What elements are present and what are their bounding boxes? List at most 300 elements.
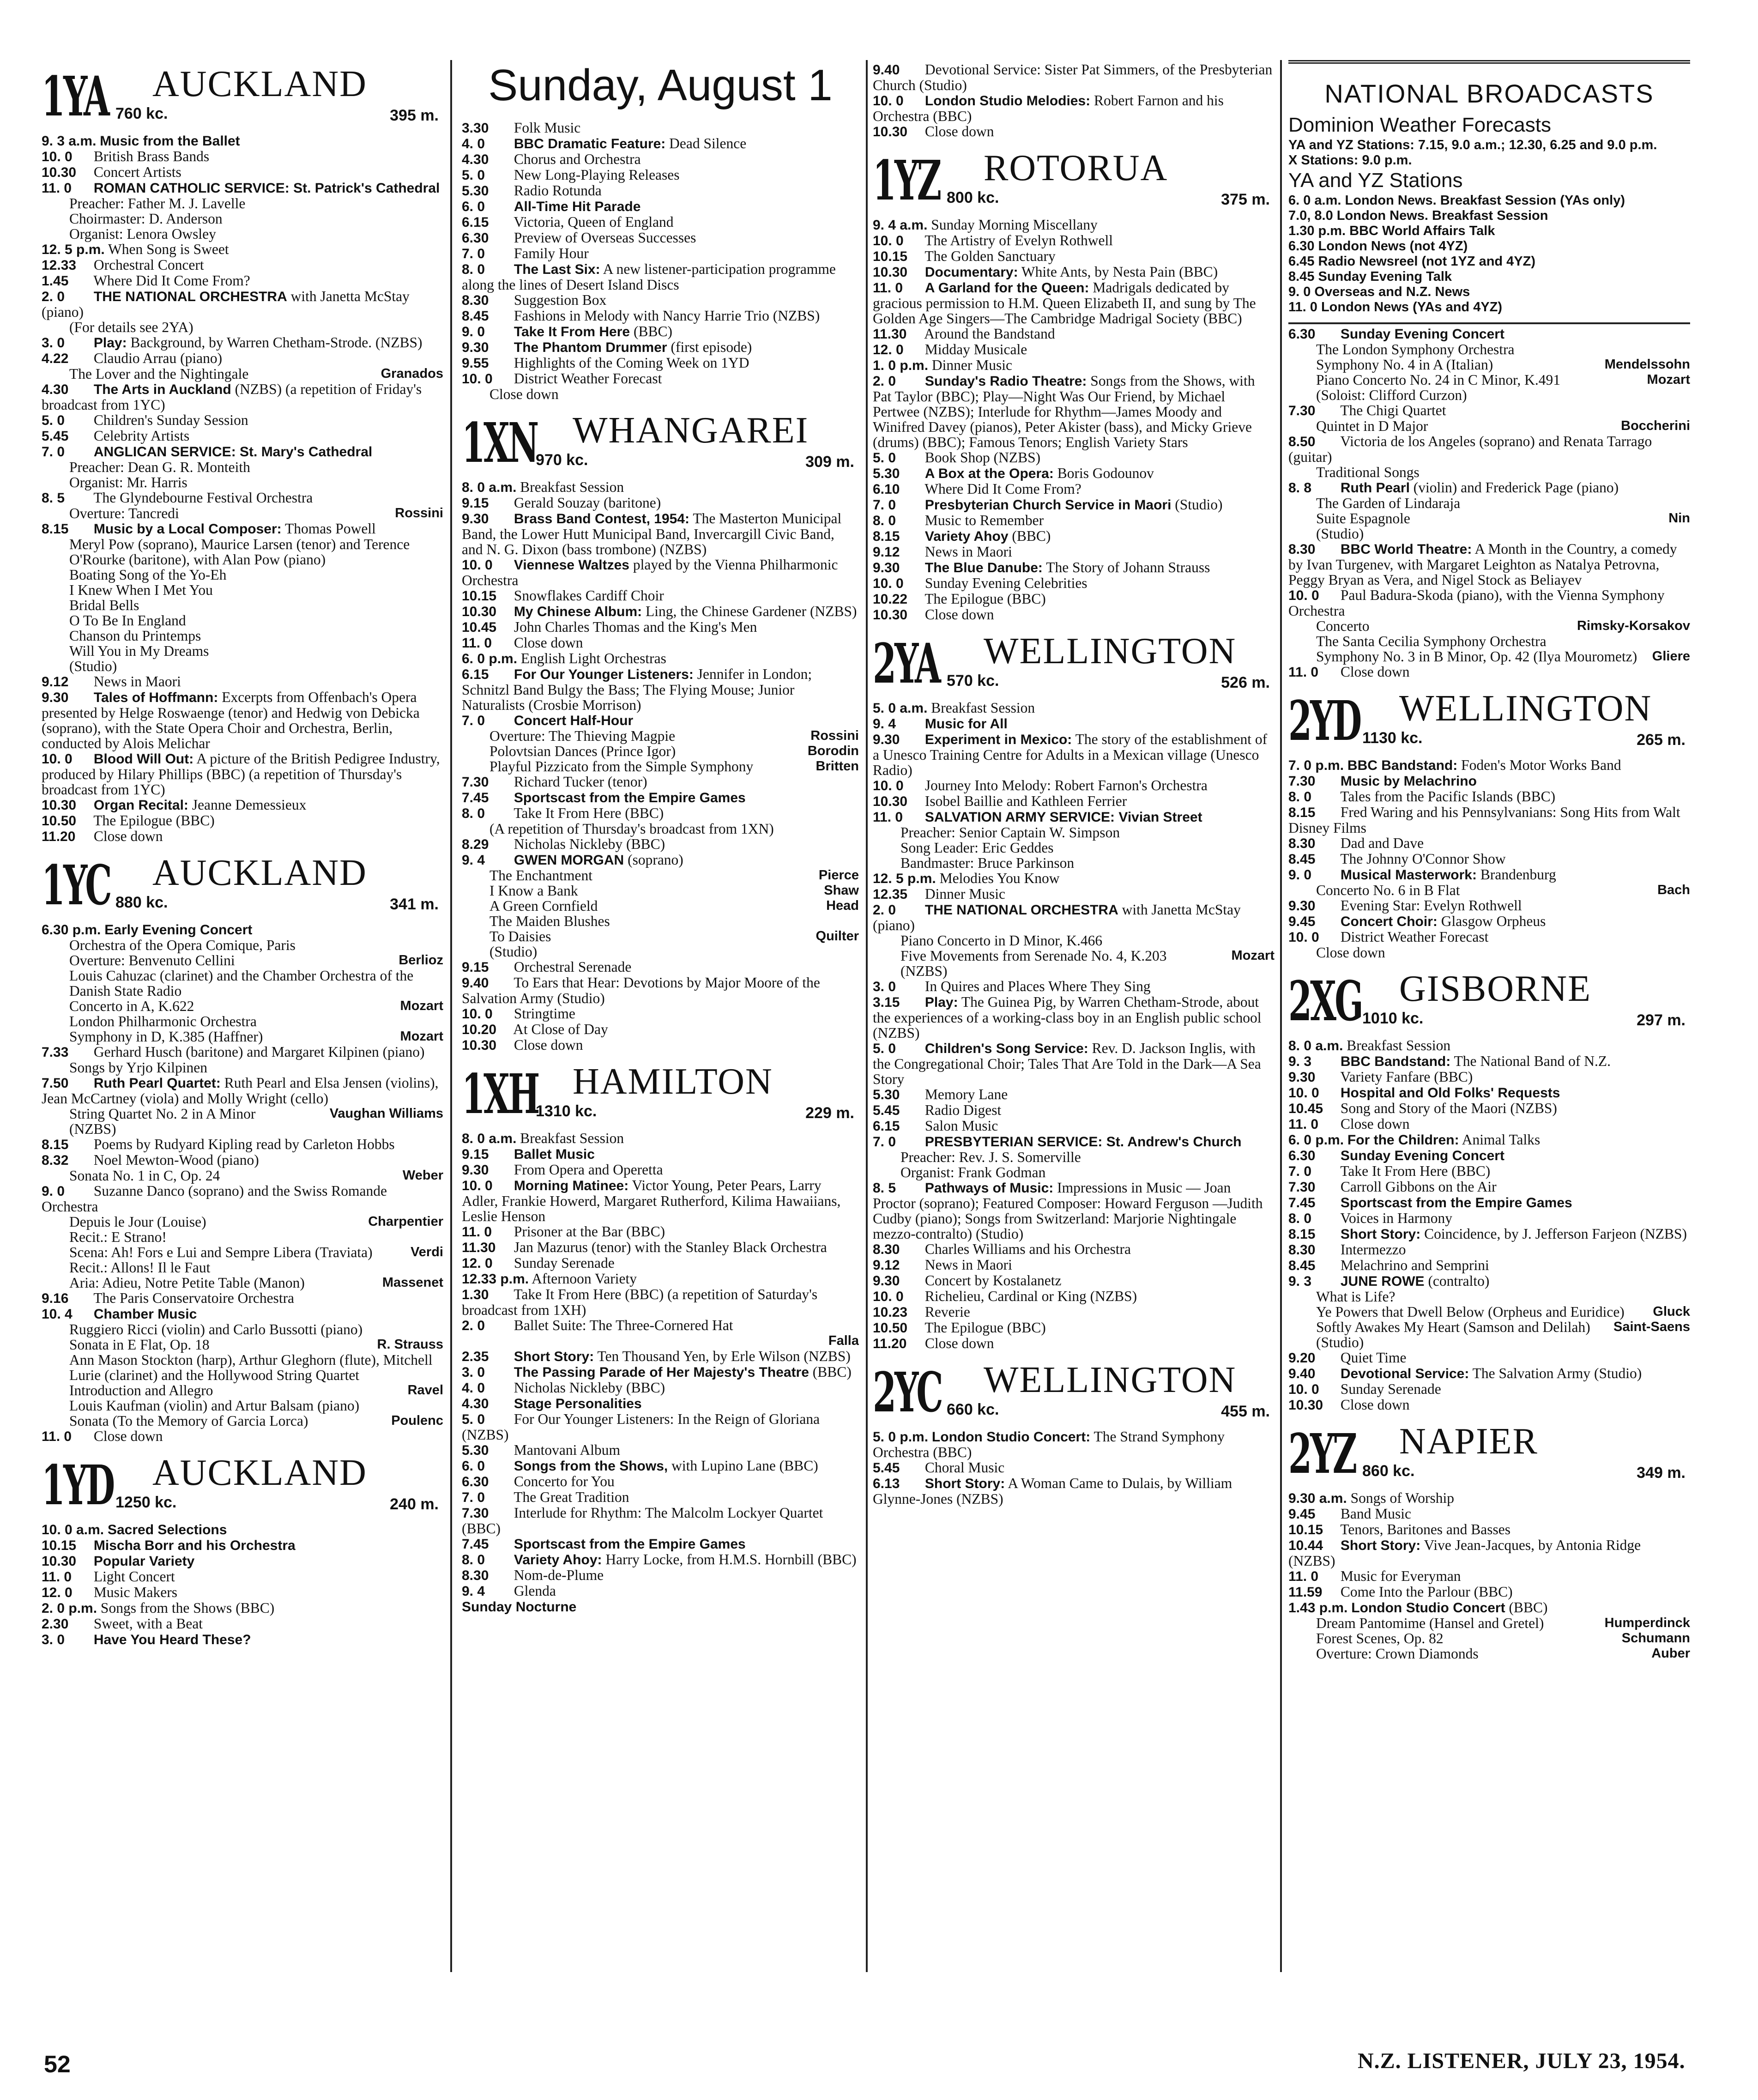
- programme-time: 10.20: [462, 1022, 497, 1037]
- programme-title: For the Children:: [1347, 1132, 1459, 1148]
- programme-time: 8.30: [873, 1242, 900, 1257]
- station-block: [1288, 967, 1690, 1413]
- programme-text: Gerald Souzay (baritone): [514, 495, 661, 511]
- composer-name: Schumann: [1621, 1631, 1690, 1646]
- programme-time: 11.30: [873, 327, 907, 342]
- programme-item: [42, 1600, 443, 1616]
- programme-detail: [462, 868, 859, 883]
- programme-time: 8.15: [1288, 1227, 1316, 1242]
- composer-name: Nin: [1668, 511, 1690, 526]
- station-frequency: 760 kc.: [115, 105, 168, 122]
- programme-time: 5. 0 a.m.: [873, 701, 928, 716]
- programme-text: Glasgow Orpheus: [1441, 913, 1546, 929]
- programme-time: 9. 0: [1288, 867, 1312, 883]
- programme-item: [462, 1224, 859, 1240]
- programme-item: [873, 1241, 1275, 1257]
- programme-item: [462, 1552, 859, 1567]
- detail-text: Boating Song of the Yo-Eh: [69, 567, 227, 583]
- detail-text: Five Movements from Serenade No. 4, K.203: [900, 948, 1167, 964]
- programme-detail: [873, 840, 1275, 855]
- programme-text: Victoria, Queen of England: [514, 214, 674, 230]
- programme-item: [462, 1022, 859, 1037]
- programme-time: 7.30: [462, 775, 489, 790]
- programme-detail: [42, 659, 443, 674]
- national-schedule-line: 6.45 Radio Newsreel (not 1YZ and 4YZ): [1288, 254, 1536, 269]
- detail-text: Forest Scenes, Op. 82: [1316, 1630, 1444, 1646]
- programme-text: To Ears that Hear: Devotions by Major Moore of the Salvation Army (Studio): [462, 974, 820, 1006]
- composer-name: Berlioz: [399, 953, 443, 968]
- station-city: WELLINGTON: [984, 1360, 1237, 1400]
- programme-item: [873, 1320, 1275, 1336]
- programme-time: 4.30: [462, 152, 489, 167]
- programme-text: Jennifer in London; Schnitzl Band Bulgy the Bass; The Flying Mouse; Junior Naturalists (Crosbie Morrison): [462, 666, 812, 713]
- programme-text: Close down: [1340, 1116, 1410, 1132]
- programme-time: 8.30: [1288, 542, 1316, 557]
- programme-item: [42, 1044, 443, 1060]
- programme-time: 7.33: [42, 1045, 69, 1060]
- programme-text: Quiet Time: [1340, 1350, 1407, 1366]
- programme-text: Nom-de-Plume: [514, 1567, 604, 1583]
- composer-name: Rimsky-Korsakov: [1577, 618, 1690, 633]
- programme-time: 8.30: [462, 1568, 489, 1583]
- programme-item: [873, 560, 1275, 575]
- station-city: AUCKLAND: [152, 853, 367, 893]
- programme-text: Animal Talks: [1462, 1132, 1541, 1148]
- programme-time: 8.15: [42, 1137, 69, 1152]
- programme-title: JUNE ROWE: [1340, 1274, 1425, 1289]
- programme-item: [462, 371, 859, 387]
- programme-item: [462, 1583, 859, 1599]
- programme-time: 10.50: [42, 813, 77, 829]
- programme-text: Music Makers: [93, 1584, 177, 1600]
- detail-text: Preacher: Rev. J. S. Somerville: [900, 1149, 1081, 1165]
- programme-detail: [42, 211, 443, 226]
- programme-item: [42, 813, 443, 829]
- programme-time: 9. 4: [462, 1584, 485, 1599]
- composer-name: Gluck: [1653, 1304, 1690, 1319]
- programme-time: 9.16: [42, 1291, 69, 1306]
- programme-title: Experiment in Mexico:: [924, 732, 1072, 747]
- programme-detail: [42, 320, 443, 335]
- programme-time: 7. 0: [1288, 1164, 1312, 1179]
- detail-text: Piano Concerto in D Minor, K.466: [900, 932, 1103, 949]
- column-rule: [450, 60, 452, 1972]
- programme-time: 10.30: [462, 1038, 497, 1053]
- programme-item: [42, 1553, 443, 1569]
- station-callsign: 2YD: [1288, 689, 1360, 753]
- programme-title: Songs from the Shows,: [514, 1459, 668, 1474]
- station-header: [42, 851, 443, 920]
- programme-item: [42, 1632, 443, 1647]
- programme-text: For Our Younger Listeners: In the Reign of Gloriana (NZBS): [462, 1411, 820, 1443]
- programme-text: Snowflakes Cardiff Choir: [514, 587, 664, 604]
- programme-time: 8.15: [873, 529, 900, 544]
- programme-time: 12.33: [42, 258, 77, 273]
- programme-detail: [42, 1275, 443, 1290]
- programme-text: The Great Tradition: [514, 1489, 629, 1505]
- programme-time: 5.45: [42, 429, 69, 444]
- programme-item: [42, 428, 443, 444]
- programme-time: 5. 0: [462, 1412, 485, 1427]
- programme-item: [1288, 1116, 1690, 1132]
- programme-time: 10. 0: [462, 557, 493, 573]
- programme-time: 10. 0: [462, 1178, 493, 1193]
- programme-item: [1288, 835, 1690, 851]
- programme-text: A Month in the Country, a comedy by Ivan Turgenev, with Margaret Leighton as Natalya Petrovna, Peggy Bryan as Vera, and Nigel Stock as Beliayev: [1288, 541, 1677, 588]
- programme-item: [42, 289, 443, 320]
- detail-text: A Green Cornfield: [489, 898, 598, 914]
- programme-time: 9.15: [462, 1147, 489, 1162]
- programme-text: Devotional Service: Sister Pat Simmers, of the Presbyterian Church (Studio): [873, 61, 1273, 93]
- programme-time: 10. 0: [1288, 1085, 1319, 1101]
- programme-text: The Golden Sanctuary: [924, 248, 1056, 264]
- station-city: AUCKLAND: [152, 1452, 367, 1493]
- programme-text: Dead Silence: [669, 135, 747, 151]
- programme-item: [873, 1460, 1275, 1476]
- programme-title: London Studio Melodies:: [924, 93, 1091, 109]
- programme-text: with Janetta McStay (piano): [42, 288, 410, 320]
- programme-time: 5. 0: [873, 450, 896, 466]
- programme-time: 1.45: [42, 273, 69, 289]
- programme-time: 12.35: [873, 887, 908, 902]
- programme-time: 5.45: [873, 1460, 900, 1476]
- programme-detail: [42, 1398, 443, 1413]
- programme-text: with Lupino Lane (BBC): [671, 1458, 818, 1474]
- programme-text: Close down: [93, 1428, 163, 1444]
- programme-time: 10. 0: [462, 371, 493, 387]
- programme-detail: [42, 1337, 443, 1352]
- programme-text: Radio Digest: [924, 1102, 1002, 1118]
- programme-time: 10.15: [1288, 1522, 1323, 1537]
- programme-item: [873, 280, 1275, 326]
- programme-time: 11. 0: [42, 1429, 72, 1444]
- programme-time: 11. 0: [462, 635, 492, 651]
- programme-title: Variety Ahoy: [924, 529, 1009, 544]
- station-header: [873, 146, 1275, 215]
- programme-detail: [42, 475, 443, 490]
- programme-title: Concert Half-Hour: [514, 713, 634, 728]
- programme-item: [873, 871, 1275, 886]
- programme-item: [462, 1380, 859, 1396]
- composer-name: Massenet: [382, 1275, 443, 1290]
- programme-time: 8.29: [462, 837, 489, 852]
- programme-item: [1288, 1101, 1690, 1116]
- programme-item: [462, 790, 859, 805]
- programme-item: [1288, 1163, 1690, 1179]
- programme-text: Reverie: [924, 1304, 970, 1320]
- programme-text: Ten Thousand Yen, by Erle Wilson (NZBS): [597, 1348, 851, 1364]
- programme-time: 11. 0: [1288, 665, 1319, 680]
- programme-time: 3. 0: [42, 1632, 65, 1647]
- programme-item: [462, 479, 859, 495]
- programme-detail: [42, 1245, 443, 1260]
- programme-text: Close down: [924, 1335, 994, 1351]
- programme-text: Coincidence, by J. Jefferson Farjeon (NZBS): [1424, 1226, 1687, 1242]
- programme-text: British Brass Bands: [93, 148, 210, 164]
- programme-item: [462, 1255, 859, 1271]
- programme-text: Dinner Music: [924, 886, 1005, 902]
- programme-item: [873, 217, 1275, 233]
- station-wavelength: 229 m.: [805, 1104, 854, 1122]
- programme-text: Concert Artists: [93, 164, 181, 180]
- programme-text: From Opera and Operetta: [514, 1162, 663, 1178]
- programme-title: Sunday's Radio Theatre:: [924, 374, 1087, 389]
- programme-item: [462, 261, 859, 292]
- programme-item: [42, 1152, 443, 1168]
- programme-detail: [873, 855, 1275, 871]
- programme-time: 8. 0: [873, 513, 896, 528]
- programme-text: (Studio): [1175, 496, 1223, 513]
- composer-name: Rossini: [810, 728, 859, 743]
- programme-item: [462, 1458, 859, 1474]
- programme-time: 9.30: [873, 732, 900, 747]
- programme-text: Songs from the Shows, with Pat Taylor (BBC); Play—Night Was Our Friend, by Michael Pertwee (NZBS); Interlude for Rhythm—James Moody and Winifred Davey (pianos), Peter Akister (bass), and Micky Grieve (drums) (BBC); Famous Tenors; English Variety Stars: [873, 373, 1255, 450]
- programme-text: Dad and Dave: [1340, 835, 1424, 851]
- programme-text: When Song is Sweet: [108, 241, 229, 257]
- programme-item: [1288, 1490, 1690, 1506]
- programme-time: 5. 0: [462, 168, 485, 183]
- programme-text: Breakfast Session: [1347, 1037, 1451, 1053]
- programme-title: Have You Heard These?: [93, 1632, 251, 1647]
- programme-text: Take It From Here (BBC): [514, 805, 664, 821]
- programme-title: Morning Matinee:: [514, 1178, 629, 1193]
- programme-text: Impressions in Music — Joan Proctor (soprano); Featured Composer: Howard Ferguson —Judith Cudby (piano); Songs from Switzerland: Marjorie Nightingale mezzo-contralto) (Studio): [873, 1180, 1263, 1242]
- programme-item: [873, 1476, 1275, 1507]
- station-frequency: 1130 kc.: [1362, 729, 1423, 747]
- programme-time: 9. 0: [462, 324, 485, 339]
- page-number: 52: [44, 2051, 71, 2078]
- programme-time: 9.30 a.m.: [1288, 1491, 1347, 1506]
- programme-time: 12. 0: [462, 1256, 493, 1271]
- programme-item: [873, 1102, 1275, 1118]
- programme-detail: [873, 1150, 1275, 1165]
- detail-text: Introduction and Allegro: [69, 1382, 213, 1398]
- programme-text: White Ants, by Nesta Pain (BBC): [1021, 264, 1218, 280]
- programme-item: [462, 852, 859, 868]
- programme-time: 8. 5: [873, 1180, 896, 1196]
- programme-text: The Epilogue (BBC): [924, 591, 1046, 607]
- programme-item: [1288, 1366, 1690, 1381]
- detail-text: (Studio): [489, 944, 538, 960]
- programme-detail: [42, 1214, 443, 1229]
- programme-text: Excerpts from Offenbach's Opera presented by Helge Roswaenge (tenor) and Hedwig von Debicka (soprano), with the State Opera Choir and Orchestra, Berlin, conducted by Alois Melichar: [42, 689, 420, 751]
- station-callsign: 1YC: [42, 853, 110, 917]
- programme-item: [1288, 1568, 1690, 1584]
- national-schedule-line: 8.45 Sunday Evening Talk: [1288, 269, 1452, 284]
- programme-time: 7.45: [462, 790, 489, 805]
- programme-item: [1288, 1397, 1690, 1413]
- composer-name: Mozart: [400, 1029, 443, 1044]
- programme-time: 10.30: [873, 124, 908, 139]
- programme-item: [1288, 1600, 1690, 1616]
- programme-text: Memory Lane: [924, 1086, 1008, 1102]
- programme-title: THE NATIONAL ORCHESTRA: [924, 902, 1118, 918]
- detail-text: Overture: Benvenuto Cellini: [69, 952, 235, 968]
- programme-detail: [42, 196, 443, 211]
- programme-item: [873, 716, 1275, 732]
- detail-text: The Garden of Lindaraja: [1316, 495, 1461, 511]
- programme-text: A new listener-participation programme along the lines of Desert Island Discs: [462, 261, 836, 293]
- programme-text: Songs of Worship: [1350, 1490, 1455, 1506]
- programme-item: [1288, 929, 1690, 945]
- programme-item: [462, 1240, 859, 1255]
- programme-text: (BBC): [1012, 528, 1051, 544]
- detail-text: London Philharmonic Orchestra: [69, 1013, 257, 1029]
- programme-detail: [1288, 634, 1690, 649]
- station-city: AUCKLAND: [152, 64, 367, 104]
- composer-name: Britten: [816, 759, 859, 774]
- programme-detail: [1288, 945, 1690, 960]
- programme-detail: [1288, 1289, 1690, 1304]
- programme-time: 9.30: [42, 690, 69, 705]
- programme-text: (soprano): [628, 852, 683, 868]
- programme-text: Ballet Suite: The Three-Cornered Hat: [514, 1317, 733, 1333]
- programme-time: 10.15: [462, 588, 497, 604]
- detail-text: Symphony in D, K.385 (Haffner): [69, 1029, 263, 1045]
- programme-item: [462, 1396, 859, 1411]
- programme-time: 9.30: [462, 511, 489, 527]
- programme-text: Melodies You Know: [939, 870, 1060, 886]
- programme-title: THE NATIONAL ORCHESTRA: [93, 289, 287, 304]
- programme-time: 11. 0: [873, 810, 903, 825]
- detail-text: Preacher: Senior Captain W. Simpson: [900, 824, 1120, 841]
- programme-item: [873, 591, 1275, 607]
- programme-detail: [42, 1229, 443, 1245]
- programme-text: Close down: [514, 635, 583, 651]
- programme-text: Paul Badura-Skoda (piano), with the Vienna Symphony Orchestra: [1288, 587, 1665, 619]
- programme-item: [42, 521, 443, 537]
- programme-item: [873, 248, 1275, 264]
- programme-time: 7. 0 p.m.: [1288, 758, 1344, 773]
- station-block: [462, 120, 859, 402]
- station-wavelength: 349 m.: [1637, 1464, 1686, 1482]
- detail-text: Concerto in A, K.622: [69, 998, 194, 1014]
- programme-time: 9. 4: [873, 716, 896, 732]
- programme-text: Midday Musicale: [924, 341, 1027, 357]
- detail-text: Organist: Lenora Owsley: [69, 226, 216, 242]
- programme-time: 9.30: [462, 1162, 489, 1178]
- programme-item: [873, 481, 1275, 497]
- station-city: GISBORNE: [1399, 968, 1592, 1009]
- detail-text: Ann Mason Stockton (harp), Arthur Gleghorn (flute), Mitchell Lurie (clarinet) and the Hollywood String Quartet: [69, 1352, 433, 1383]
- programme-text: The National Band of N.Z.: [1454, 1053, 1611, 1069]
- programme-title: All-Time Hit Parade: [514, 199, 641, 214]
- programme-item: [462, 1442, 859, 1458]
- detail-text: Symphony No. 3 in B Minor, Op. 42 (Ilya Mourometz): [1316, 648, 1637, 665]
- detail-text: Recit.: Allons! Il le Faut: [69, 1259, 211, 1276]
- programme-title: Short Story:: [1340, 1538, 1421, 1553]
- programme-text: Breakfast Session: [931, 700, 1035, 716]
- national-broadcasts-title: NATIONAL BROADCASTS: [1324, 79, 1654, 108]
- programme-text: Sunday Morning Miscellany: [931, 217, 1098, 233]
- station-block: [1288, 326, 1690, 680]
- programme-time: 2. 0: [873, 374, 896, 389]
- programme-time: 8. 0 a.m.: [1288, 1038, 1343, 1053]
- programme-time: 8. 0: [462, 806, 485, 821]
- programme-item: [42, 1537, 443, 1553]
- programme-title: Brass Band Contest, 1954:: [514, 511, 690, 527]
- programme-item: [873, 1289, 1275, 1304]
- programme-item: [873, 357, 1275, 373]
- programme-text: Orchestral Serenade: [514, 959, 632, 975]
- programme-detail: [1288, 496, 1690, 511]
- programme-item: [462, 292, 859, 308]
- programme-detail: [462, 898, 859, 914]
- station-callsign: 2XG: [1288, 969, 1362, 1033]
- programme-time: 8. 0 a.m.: [462, 480, 517, 495]
- programme-time: 9. 3: [1288, 1274, 1312, 1289]
- programme-time: 12.33 p.m.: [462, 1271, 529, 1287]
- detail-text: I Know a Bank: [489, 883, 578, 899]
- programme-time: 9.30: [1288, 1070, 1316, 1085]
- station-city: HAMILTON: [573, 1061, 773, 1102]
- programme-title: Presbyterian Church Service in Maori: [924, 497, 1172, 513]
- programme-time: 5. 0 p.m.: [873, 1429, 929, 1445]
- programme-item: [462, 1364, 859, 1380]
- composer-name: Poulenc: [391, 1413, 443, 1428]
- station-frequency: 860 kc.: [1362, 1462, 1415, 1480]
- programme-text: Children's Sunday Session: [93, 412, 248, 428]
- programme-text: Celebrity Artists: [93, 428, 190, 444]
- programme-text: Thomas Powell: [284, 520, 376, 537]
- detail-text: Softly Awakes My Heart (Samson and Delilah): [1316, 1319, 1590, 1335]
- date-heading: Sunday, August 1: [488, 61, 833, 110]
- programme-detail: [42, 460, 443, 475]
- programme-item: [462, 1474, 859, 1489]
- programme-item: [462, 1162, 859, 1178]
- detail-text: (Soloist: Clifford Curzon): [1316, 387, 1467, 403]
- programme-item: [42, 257, 443, 273]
- programme-item: [42, 1306, 443, 1322]
- programme-item: [42, 1428, 443, 1444]
- programme-item: [42, 273, 443, 289]
- programme-time: 11.20: [42, 829, 76, 844]
- programme-text: The Glyndebourne Festival Orchestra: [93, 490, 313, 506]
- programme-title: Chamber Music: [93, 1307, 197, 1322]
- programme-item: [462, 511, 859, 557]
- programme-text: Sunday Serenade: [514, 1255, 615, 1271]
- programme-time: 8.30: [1288, 1242, 1316, 1258]
- programme-time: 10.30: [42, 165, 77, 180]
- programme-detail: [462, 821, 859, 836]
- national-broadcasts-box: [1288, 60, 1690, 324]
- detail-text: Louis Kaufman (violin) and Artur Balsam (piano): [69, 1398, 360, 1414]
- programme-item: [1288, 1226, 1690, 1242]
- programme-title: Organ Recital:: [93, 798, 188, 813]
- programme-title: Music by Melachrino: [1340, 774, 1477, 789]
- programme-detail: [1288, 1616, 1690, 1631]
- programme-item: [873, 233, 1275, 248]
- programme-title: Ruth Pearl Quartet:: [93, 1076, 221, 1091]
- programme-time: 10. 0 a.m.: [42, 1522, 104, 1537]
- detail-text: The Enchantment: [489, 867, 593, 884]
- programme-detail: [42, 1014, 443, 1029]
- programme-time: 7.30: [1288, 774, 1316, 789]
- programme-time: 9.30: [873, 560, 900, 575]
- station-wavelength: 395 m.: [390, 107, 439, 124]
- programme-detail: [42, 366, 443, 381]
- programme-item: [1288, 1069, 1690, 1085]
- programme-time: 10. 0: [873, 576, 904, 591]
- programme-item: [1288, 1522, 1690, 1537]
- programme-text: District Weather Forecast: [514, 370, 662, 387]
- programme-text: Highlights of the Coming Week on 1YD: [514, 355, 749, 371]
- programme-time: 12. 5 p.m.: [42, 242, 105, 257]
- programme-text: (BBC): [1509, 1599, 1548, 1616]
- station-frequency: 1310 kc.: [536, 1102, 597, 1120]
- composer-name: Saint-Saens: [1613, 1319, 1690, 1334]
- programme-time: 6.30: [1288, 327, 1316, 342]
